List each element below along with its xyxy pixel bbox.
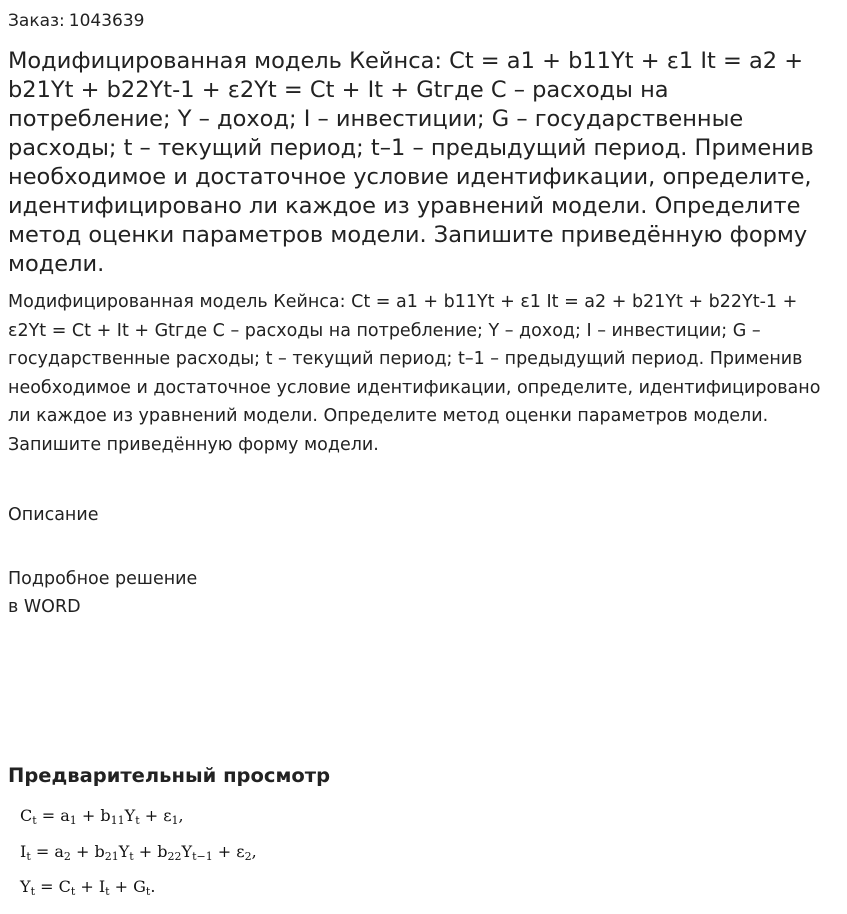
equation-2: $I_t = a_2 + b_{21}Y_t + b_{22}Y_{t-1} + \varepsilon_2$,: [20, 842, 257, 863]
preview-image: [20, 798, 440, 908]
task-description: Модифицированная модель Кейнса: Ct = a1 + b11Yt + ε1 It = a2 + b21Yt + b22Yt-1 + ε2Yt = Ct + It + Gtгде C – расходы на потребление; Y – доход; I – инвестиции; G – государственные расходы; t – текущий период; t–1 – предыдущий период. Применив необходимое и достаточное условие идентификации, определите, идентифицировано ли каждое из уравнений модели. Определите метод оценки параметров модели. Запишите приведённую форму модели.: [8, 292, 821, 455]
page-title: Модифицированная модель Кейнса: Ct = a1 + b11Yt + ε1 It = a2 + b21Yt + b22Yt-1 + ε2Yt = Ct + It + Gtгде C – расходы на потребление; Y – доход; I – инвестиции; G – государственные расходы; t – текущий период; t–1 – предыдущий период. Применив необходимое и достаточное условие идентификации, определите, идентифицировано ли каждое из уравнений модели. Определите метод оценки параметров модели. Запишите приведённую форму модели.: [8, 48, 814, 277]
description-line-2: в WORD: [8, 597, 81, 617]
equation-1: $C_t = a_1 + b_{11}Y_t + \varepsilon_1$,: [20, 806, 184, 827]
equation-3: $Y_t = C_t + I_t + G_t$.: [20, 877, 156, 898]
description-heading: Описание: [8, 505, 99, 525]
preview-heading: Предварительный просмотр: [8, 764, 331, 787]
order-number: 1043639: [68, 11, 145, 31]
order-label: Заказ:: [8, 11, 65, 31]
description-text: [8, 565, 197, 621]
order-line: [8, 10, 145, 32]
description-line-1: Подробное решение: [8, 569, 198, 589]
